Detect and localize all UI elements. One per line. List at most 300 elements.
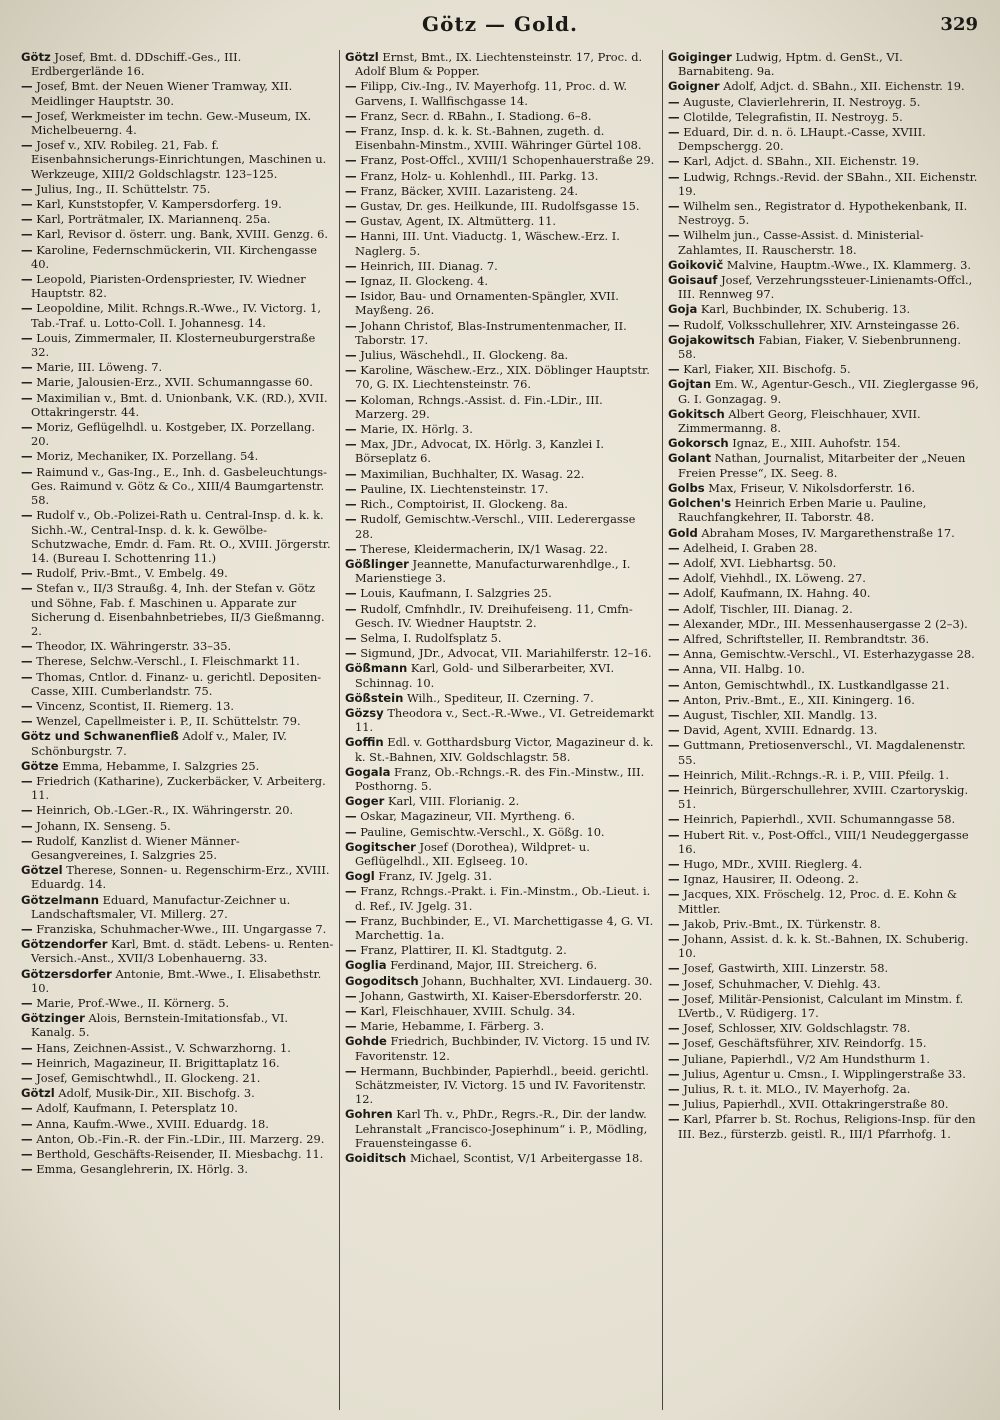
entry-surname: — <box>668 782 680 797</box>
directory-entry <box>668 1067 980 1081</box>
entry-surname: Golant <box>668 451 712 466</box>
entry-surname: — <box>345 274 357 289</box>
entry-surname: — <box>668 692 680 707</box>
directory-entry <box>668 258 980 272</box>
directory-entry <box>21 360 334 374</box>
directory-entry <box>668 228 980 256</box>
directory-entry <box>345 794 657 808</box>
directory-entry <box>668 693 980 707</box>
entry-details: Michael, Scontist, V/1 Arbeitergasse 18. <box>409 1151 643 1166</box>
entry-surname: — <box>21 79 33 94</box>
directory-entry <box>668 723 980 737</box>
directory-entry <box>345 1004 657 1018</box>
entry-surname: — <box>668 616 680 631</box>
directory-entry <box>345 602 657 630</box>
entry-surname: Gohren <box>345 1107 393 1122</box>
directory-entry <box>668 496 980 524</box>
entry-surname: — <box>21 1116 33 1131</box>
entry-details: Koloman, Rchngs.-Assist. d. Fin.-LDir., III. Marzerg. 29. <box>355 392 603 421</box>
directory-entry <box>668 1097 980 1111</box>
entry-details: Therese, Kleidermacherin, IX/1 Wasag. 22. <box>360 541 608 556</box>
entry-surname: Götze <box>21 758 59 773</box>
directory-entry <box>668 662 980 676</box>
entry-details: Louis, Kaufmann, I. Salzgries 25. <box>360 586 552 601</box>
entry-details: Pauline, IX. Liechtensteinstr. 17. <box>360 481 549 496</box>
directory-entry <box>345 274 657 288</box>
entry-surname: — <box>21 1040 33 1055</box>
entry-surname: Götzendorfer <box>21 937 108 952</box>
directory-entry <box>668 1021 980 1035</box>
entry-surname: — <box>668 169 680 184</box>
directory-entry <box>668 738 980 766</box>
entry-surname: — <box>668 738 680 753</box>
directory-entry <box>345 706 657 734</box>
directory-entry <box>345 393 657 421</box>
directory-entry <box>345 586 657 600</box>
entry-surname: — <box>21 242 33 257</box>
entry-details: Rudolf, Gemischtw.-Verschl., VIII. Lederergasse 28. <box>355 512 636 541</box>
entry-details: Josef v., XIV. Robileg. 21, Fab. f. Eisenbahnsicherungs-Einrichtungen, Maschinen u. Werkzeuge, XIII/2 Goldschlagstr. 123–125. <box>31 138 327 181</box>
directory-entry <box>345 1064 657 1107</box>
entry-surname: Götzersdorfer <box>21 966 112 981</box>
directory-entry <box>668 617 980 631</box>
entry-surname: — <box>668 991 680 1006</box>
entry-details: Friedrich (Katharine), Zuckerbäcker, V. Arbeiterg. 11. <box>31 773 326 803</box>
entry-details: Franz, Post-Offcl., XVIII/1 Schopenhauerstraße 29. <box>360 153 655 168</box>
directory-entry <box>668 170 980 198</box>
running-title: Götz — Gold. <box>422 12 578 36</box>
entry-surname: — <box>345 988 357 1003</box>
entry-details: Anna, Gemischtw.-Verschl., VI. Esterhazygasse 28. <box>683 647 975 662</box>
entry-details: Anna, VII. Halbg. 10. <box>683 662 805 677</box>
directory-entry <box>345 169 657 183</box>
entry-surname: — <box>345 824 357 839</box>
directory-entry <box>345 184 657 198</box>
directory-entry <box>345 661 657 689</box>
entry-details: Therese, Selchw.-Verschl., I. Fleischmarkt 11. <box>36 654 300 669</box>
entry-details: Franz, Insp. d. k. k. St.-Bahnen, zugeth. d. Eisenbahn-Minstm., XVIII. Währinger Gürtel 108. <box>355 124 642 153</box>
directory-entry <box>21 391 334 419</box>
entry-surname: Goglia <box>345 958 387 973</box>
directory-entry <box>345 943 657 957</box>
entry-surname: — <box>668 916 680 931</box>
directory-entry <box>21 1011 334 1039</box>
directory-entry <box>345 482 657 496</box>
entry-details: Maximilian, Buchhalter, IX. Wasag. 22. <box>360 466 585 481</box>
entry-surname: — <box>21 375 33 390</box>
entry-details: Moriz, Geflügelhdl. u. Kostgeber, IX. Porzellang. 20. <box>31 420 316 449</box>
entry-details: Karl, VIII. Florianig. 2. <box>388 794 520 809</box>
entry-surname: — <box>345 466 357 481</box>
directory-entry <box>21 729 334 757</box>
entry-details: Josef, Schlosser, XIV. Goldschlagstr. 78. <box>683 1021 911 1036</box>
entry-details: Heinrich, III. Dianag. 7. <box>360 258 498 273</box>
entry-surname: — <box>345 79 357 94</box>
entry-details: Antonie, Bmt.-Wwe., I. Elisabethstr. 10. <box>31 966 322 995</box>
entry-details: Adolf, Kaufmann, IX. Hahng. 40. <box>683 586 871 601</box>
directory-entry <box>668 783 980 811</box>
entry-details: Marie, Hebamme, I. Färberg. 3. <box>360 1019 545 1034</box>
directory-entry <box>668 812 980 826</box>
entry-surname: — <box>21 669 33 684</box>
entry-surname: Gogitscher <box>345 839 416 854</box>
directory-entry <box>21 996 334 1010</box>
entry-details: Franz, Plattirer, II. Kl. Stadtgutg. 2. <box>360 943 567 958</box>
entry-surname: — <box>668 723 680 738</box>
entry-details: Berthold, Geschäfts-Reisender, II. Miesbachg. 11. <box>36 1147 324 1162</box>
directory-entry <box>345 348 657 362</box>
entry-details: Moriz, Mechaniker, IX. Porzellang. 54. <box>36 449 259 464</box>
directory-entry <box>668 79 980 93</box>
directory-entry <box>345 646 657 660</box>
entry-surname: — <box>21 420 33 435</box>
entry-details: Karl, Gold- und Silberarbeiter, XVI. Schinnag. 10. <box>355 661 615 690</box>
entry-surname: Götz <box>21 50 51 64</box>
entry-surname: — <box>21 390 33 405</box>
entry-surname: — <box>21 272 33 287</box>
entry-details: Karl, Adjct. d. SBahn., XII. Eichenstr. 19. <box>683 154 920 169</box>
entry-surname: — <box>21 698 33 713</box>
directory-entry <box>21 639 334 653</box>
entry-details: Rich., Comptoirist, II. Glockeng. 8a. <box>360 497 568 512</box>
entry-details: Heinrich, Magazineur, II. Brigittaplatz 16. <box>36 1055 280 1070</box>
entry-surname: — <box>345 289 357 304</box>
directory-entry <box>21 1132 334 1146</box>
entry-details: Therese, Sonnen- u. Regenschirm-Erz., XVIII. Eduardg. 14. <box>31 863 330 892</box>
entry-surname: — <box>345 913 357 928</box>
entry-details: Friedrich, Buchbinder, IV. Victorg. 15 und IV. Favoritenstr. 12. <box>355 1034 651 1063</box>
directory-entry <box>21 197 334 211</box>
directory-entry <box>21 803 334 817</box>
column-2 <box>339 50 662 1410</box>
entry-details: Albert Georg, Fleischhauer, XVII. Zimmermanng. 8. <box>678 406 921 436</box>
entry-surname: Gößmann <box>345 661 408 676</box>
entry-details: Josef, Werkmeister im techn. Gew.-Museum, IX. Michelbeuerng. 4. <box>31 108 312 138</box>
entry-surname: Gözsy <box>345 705 384 720</box>
entry-surname: — <box>345 884 357 899</box>
entry-details: Ludwig, Hptm. d. GenSt., VI. Barnabiteng. 9a. <box>678 50 903 79</box>
entry-surname: — <box>345 318 357 333</box>
entry-surname: Gogala <box>345 764 391 779</box>
directory-entry <box>668 436 980 450</box>
directory-entry <box>345 512 657 540</box>
entry-details: Franz, Ob.-Rchngs.-R. des Fin.-Minstw., III. Posthorng. 5. <box>355 764 645 793</box>
column-3 <box>662 50 985 1410</box>
directory-entry <box>668 708 980 722</box>
entry-details: Selma, I. Rudolfsplatz 5. <box>360 630 502 645</box>
entry-surname: — <box>668 827 680 842</box>
entry-details: Karl, Pfarrer b. St. Rochus, Religions-Insp. für den III. Bez., fürsterzb. geistl. R., III/1 Pfarrhofg. 1. <box>678 1112 976 1141</box>
entry-surname: — <box>668 976 680 991</box>
directory-entry <box>21 50 334 78</box>
entry-details: Ludwig, Rchngs.-Revid. der SBahn., XII. Eichenstr. 19. <box>678 169 978 198</box>
entry-details: Julius, Ing., II. Schüttelstr. 75. <box>36 181 211 196</box>
directory-entry <box>21 1101 334 1115</box>
entry-details: Hermann, Buchbinder, Papierhdl., beeid. gerichtl. Schätzmeister, IV. Victorg. 15 und IV. Favoritenstr. 12. <box>355 1063 649 1107</box>
directory-entry <box>668 50 980 78</box>
entry-surname: — <box>668 125 680 140</box>
entry-surname: — <box>345 943 357 958</box>
entry-details: Heinrich Erben Marie u. Pauline, Rauchfangkehrer, II. Taborstr. 48. <box>678 496 927 525</box>
directory-entry <box>21 759 334 773</box>
directory-entry <box>21 654 334 668</box>
directory-entry <box>345 735 657 763</box>
entry-surname: — <box>668 631 680 646</box>
directory-entry <box>345 1034 657 1062</box>
directory-entry <box>668 95 980 109</box>
entry-surname: — <box>668 812 680 827</box>
directory-entry <box>668 318 980 332</box>
directory-entry <box>668 602 980 616</box>
entry-surname: — <box>345 183 357 198</box>
entry-details: Karl, Buchbinder, IX. Schuberig. 13. <box>700 302 911 317</box>
entry-details: Adolf, Kaufmann, I. Petersplatz 10. <box>36 1101 238 1116</box>
entry-details: Johann, Buchhalter, XVI. Lindauerg. 30. <box>422 973 653 988</box>
entry-surname: — <box>668 199 680 214</box>
directory-entry <box>668 1112 980 1140</box>
directory-entry <box>668 154 980 168</box>
directory-entry <box>21 670 334 698</box>
entry-details: Johann Christof, Blas-Instrumentenmacher, II. Taborstr. 17. <box>355 318 627 347</box>
entry-surname: — <box>21 639 33 654</box>
entry-surname: — <box>345 214 357 229</box>
directory-entry <box>668 872 980 886</box>
entry-surname: — <box>668 1051 680 1066</box>
directory-entry <box>345 825 657 839</box>
directory-entry <box>668 1082 980 1096</box>
entry-surname: — <box>345 348 357 363</box>
entry-surname: Goikovič <box>668 257 724 272</box>
directory-entry <box>21 1162 334 1176</box>
directory-entry <box>21 967 334 995</box>
directory-entry <box>345 974 657 988</box>
entry-surname: — <box>21 581 33 596</box>
entry-surname: — <box>21 212 33 227</box>
entry-details: Rudolf, Priv.-Bmt., V. Embelg. 49. <box>36 566 228 581</box>
entry-surname: — <box>21 360 33 375</box>
entry-details: Rudolf, Kanzlist d. Wiener Männer-Gesangvereines, I. Salzgries 25. <box>31 833 240 862</box>
entry-details: Wilhelm sen., Registrator d. Hypothekenbank, II. Nestroyg. 5. <box>678 199 968 228</box>
entry-details: Hans, Zeichnen-Assist., V. Schwarzhorng. 1. <box>36 1040 291 1055</box>
entry-details: Heinrich, Ob.-LGer.-R., IX. Währingerstr. 20. <box>36 803 294 818</box>
directory-entry <box>668 1052 980 1066</box>
entry-details: Franz, IV. Jgelg. 31. <box>378 869 492 884</box>
entry-details: Rudolf, Cmfnhdlr., IV. Dreihufeiseng. 11, Cmfn-Gesch. IV. Wiedner Hauptstr. 2. <box>355 601 633 630</box>
entry-surname: — <box>21 1101 33 1116</box>
entry-details: Thomas, Cntlor. d. Finanz- u. gerichtl. Depositen-Casse, XIII. Cumberlandstr. 75. <box>31 669 322 698</box>
directory-entry <box>345 467 657 481</box>
directory-entry <box>21 79 334 107</box>
column-1 <box>16 50 339 1410</box>
entry-surname: — <box>668 317 680 332</box>
entry-details: Alois, Bernstein-Imitationsfab., VI. Kanalg. 5. <box>31 1011 288 1040</box>
directory-entry <box>668 932 980 960</box>
directory-entry <box>21 581 334 638</box>
entry-details: Marie, Jalousien-Erz., XVII. Schumanngasse 60. <box>36 375 313 390</box>
entry-surname: — <box>668 109 680 124</box>
directory-entry <box>345 1107 657 1150</box>
directory-entry <box>345 50 657 78</box>
entry-surname: Gohde <box>345 1034 387 1049</box>
entry-surname: — <box>345 363 357 378</box>
entry-surname: — <box>668 1021 680 1036</box>
entry-surname: Golchen's <box>668 496 732 511</box>
entry-surname: — <box>668 707 680 722</box>
entry-details: Adolf, Tischler, III. Dianag. 2. <box>683 601 853 616</box>
directory-entry <box>21 774 334 802</box>
directory-entry <box>668 333 980 361</box>
entry-details: Marie, IX. Hörlg. 3. <box>360 422 473 437</box>
directory-entry <box>345 914 657 942</box>
entry-details: Stefan v., II/3 Straußg. 4, Inh. der Stefan v. Götz und Söhne, Fab. f. Maschinen u. Apparate zur Sicherung d. Eisenbahnbetriebes, II/3 Gießmanng. 2. <box>31 581 325 638</box>
directory-entry <box>21 243 334 271</box>
entry-details: Adolf v., Maler, IV. Schönburgstr. 7. <box>31 729 287 758</box>
entry-details: Leopold, Piaristen-Ordenspriester, IV. Wiedner Hauptstr. 82. <box>31 272 306 301</box>
entry-surname: Gogl <box>345 869 375 884</box>
entry-surname: — <box>21 138 33 153</box>
entry-surname: — <box>668 1112 680 1127</box>
directory-entry <box>21 1071 334 1085</box>
entry-details: Louis, Zimmermaler, II. Klosterneuburgerstraße 32. <box>31 330 316 360</box>
directory-entry <box>21 922 334 936</box>
directory-entry <box>21 182 334 196</box>
entry-surname: — <box>668 228 680 243</box>
entry-details: Franz, Holz- u. Kohlenhdl., III. Parkg. 13. <box>360 168 599 183</box>
entry-details: Marie, Prof.-Wwe., II. Körnerg. 5. <box>36 996 230 1010</box>
entry-surname: — <box>345 168 357 183</box>
directory-entry <box>668 481 980 495</box>
entry-details: Heinrich, Milit.-Rchngs.-R. i. P., VIII. Pfeilg. 1. <box>683 767 949 782</box>
entry-details: Gustav, Dr. ges. Heilkunde, III. Rudolfsgasse 15. <box>360 199 640 214</box>
entry-details: Emma, Gesanglehrerin, IX. Hörlg. 3. <box>36 1162 248 1177</box>
directory-entry <box>21 819 334 833</box>
entry-details: Wilhelm jun., Casse-Assist. d. Ministerial-Zahlamtes, II. Rauscherstr. 18. <box>678 228 924 257</box>
entry-details: Anton, Ob.-Fin.-R. der Fin.-LDir., III. Marzerg. 29. <box>36 1131 325 1146</box>
entry-details: Franz, Secr. d. RBahn., I. Stadiong. 6–8. <box>360 108 592 123</box>
directory-entry <box>345 809 657 823</box>
entry-surname: — <box>668 154 680 169</box>
directory-entry <box>345 422 657 436</box>
entry-surname: — <box>21 1071 33 1086</box>
entry-details: Filipp, Civ.-Ing., IV. Mayerhofg. 11, Proc. d. W. Garvens, I. Wallfischgasse 14. <box>355 79 627 108</box>
entry-surname: — <box>21 996 33 1010</box>
directory-entry <box>21 272 334 300</box>
entry-details: Heinrich, Bürgerschullehrer, XVIII. Czartoryskig. 51. <box>678 782 969 812</box>
entry-details: Karl Th. v., PhDr., Regrs.-R., Dir. der landw. Lehranstalt „Francisco-Josephinum“ i. P., Mödling, Frauensteingasse 6. <box>355 1107 648 1150</box>
directory-entry <box>345 1151 657 1165</box>
entry-surname: Gojakowitsch <box>668 332 755 347</box>
entry-details: Karoline, Wäschew.-Erz., XIX. Döblinger Hauptstr. 70, G. IX. Liechtensteinstr. 76. <box>355 363 650 392</box>
directory-entry <box>345 153 657 167</box>
directory-entry <box>668 917 980 931</box>
entry-surname: Gold <box>668 525 698 540</box>
entry-details: Marie, III. Löweng. 7. <box>36 360 163 375</box>
entry-surname: — <box>21 464 33 479</box>
entry-surname: — <box>345 497 357 512</box>
entry-surname: — <box>668 1082 680 1097</box>
directory-entry <box>668 961 980 975</box>
entry-surname: — <box>21 1162 33 1177</box>
page-header <box>0 12 1000 46</box>
directory-entry <box>345 542 657 556</box>
entry-surname: — <box>668 601 680 616</box>
entry-surname: — <box>345 809 357 824</box>
entry-surname: — <box>21 1147 33 1162</box>
entry-details: Franz, Bäcker, XVIII. Lazaristeng. 24. <box>360 183 579 198</box>
directory-entry <box>668 199 980 227</box>
directory-entry <box>345 124 657 152</box>
entry-details: Franz, Rchngs.-Prakt. i. Fin.-Minstm., Ob.-Lieut. i. d. Ref., IV. Jgelg. 31. <box>355 884 651 913</box>
entry-details: Rudolf v., Ob.-Polizei-Rath u. Central-Insp. d. k. k. Sichh.-W., Central-Insp. d. k. k. Gewölbe-Schutzwache, Emdr. d. Fam. Rt. O., XVIII. Jörgerstr. 14. (Bureau I. Schottenring 11.) <box>31 508 331 565</box>
entry-details: Rudolf, Volksschullehrer, XIV. Arnsteingasse 26. <box>683 317 960 332</box>
entry-surname: Goger <box>345 794 385 809</box>
entry-details: Josef, Verzehrungssteuer-Linienamts-Offcl., III. Rennweg 97. <box>678 273 973 302</box>
entry-details: Karoline, Federnschmückerin, VII. Kirchengasse 40. <box>31 242 318 271</box>
directory-entry <box>21 1041 334 1055</box>
entry-surname: Gogoditsch <box>345 973 419 988</box>
directory-entry <box>21 138 334 181</box>
entry-surname: — <box>21 803 33 818</box>
entry-details: Sigmund, JDr., Advocat, VII. Mariahilferstr. 12–16. <box>360 646 652 661</box>
entry-surname: — <box>21 654 33 669</box>
entry-surname: — <box>668 647 680 662</box>
entry-details: Johann, Gastwirth, XI. Kaiser-Ebersdorferstr. 20. <box>360 988 643 1003</box>
entry-details: Oskar, Magazineur, VII. Myrtheng. 6. <box>360 809 575 824</box>
entry-details: Guttmann, Pretiosenverschl., VI. Magdalenenstr. 55. <box>678 738 966 767</box>
entry-surname: Götzl <box>21 1086 55 1101</box>
entry-details: Isidor, Bau- und Ornamenten-Spängler, XVII. Mayßeng. 26. <box>355 289 619 318</box>
directory-entry <box>668 828 980 856</box>
directory-entry <box>21 465 334 508</box>
entry-details: Anton, Gemischtwhdl., IX. Lustkandlgasse 21. <box>683 677 950 692</box>
entry-details: Josef, Bmt. d. DDschiff.-Ges., III. Erdbergerlände 16. <box>31 50 242 79</box>
directory-entry <box>668 556 980 570</box>
entry-details: Em. W., Agentur-Gesch., VII. Zieglergasse 96, G. I. Gonzagag. 9. <box>678 377 979 406</box>
directory-entry <box>345 199 657 213</box>
entry-details: Josef, Geschäftsführer, XIV. Reindorfg. 15. <box>683 1036 927 1051</box>
entry-surname: — <box>21 181 33 196</box>
entry-details: Julius, R. t. it. MLO., IV. Mayerhofg. 2a. <box>683 1082 911 1097</box>
directory-entry <box>345 958 657 972</box>
directory-entry <box>21 227 334 241</box>
entry-surname: Goffin <box>345 735 384 750</box>
entry-details: Ferdinand, Major, III. Streicherg. 6. <box>390 958 598 973</box>
entry-details: Adolf, Adjct. d. SBahn., XII. Eichenstr. 19. <box>723 79 965 94</box>
directory-entry <box>668 110 980 124</box>
directory-entry <box>21 699 334 713</box>
entry-details: Ignaz, E., XIII. Auhofstr. 154. <box>732 436 901 451</box>
entry-details: Gustav, Agent, IX. Altmütterg. 11. <box>360 214 557 229</box>
directory-entry <box>668 451 980 479</box>
entry-surname: — <box>668 1097 680 1112</box>
entry-details: Eduard, Manufactur-Zeichner u. Landschaftsmaler, VI. Millerg. 27. <box>31 892 291 921</box>
entry-details: Karl, Porträtmaler, IX. Mariannenq. 25a. <box>36 212 271 227</box>
directory-entry <box>668 887 980 915</box>
entry-surname: — <box>345 1019 357 1034</box>
entry-details: Theodora v., Sect.-R.-Wwe., VI. Getreidemarkt 11. <box>355 705 655 735</box>
directory-entry <box>668 1036 980 1050</box>
entry-details: Johann, Assist. d. k. k. St.-Bahnen, IX. Schuberig. 10. <box>678 931 969 961</box>
entry-columns <box>16 50 986 1410</box>
entry-details: Leopoldine, Milit. Rchngs.R.-Wwe., IV. Victorg. 1, Tab.-Traf. u. Lotto-Coll. I. Johannesg. 14. <box>31 301 322 330</box>
directory-entry <box>668 768 980 782</box>
entry-surname: — <box>668 961 680 976</box>
entry-details: Alfred, Schriftsteller, II. Rembrandtstr. 36. <box>683 631 930 646</box>
directory-entry <box>345 229 657 257</box>
entry-details: Max, JDr., Advocat, IX. Hörlg. 3, Kanzlei I. Börseplatz 6. <box>355 437 605 466</box>
directory-entry <box>668 125 980 153</box>
entry-surname: — <box>345 124 357 139</box>
